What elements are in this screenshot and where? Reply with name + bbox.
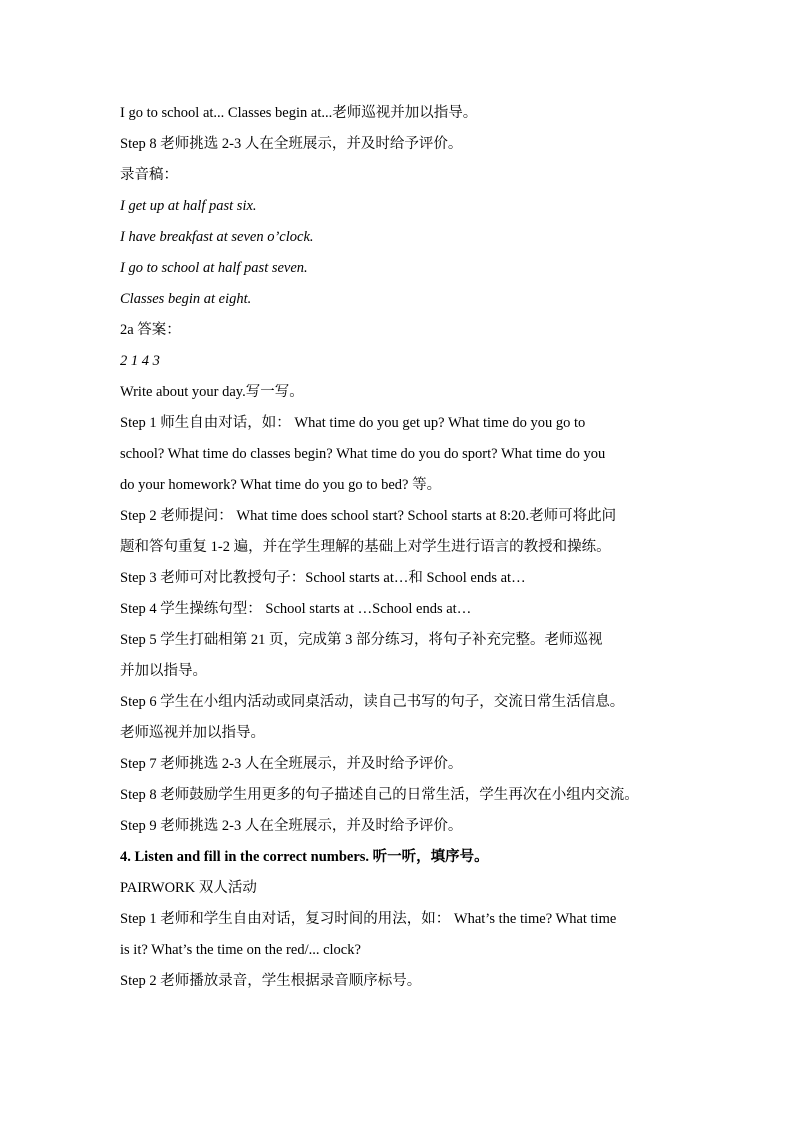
text-line: do your homework? What time do you go to bed? 等。	[120, 477, 442, 493]
text-line: I go to school at... Classes begin at...老师巡视并加以指导。	[120, 105, 478, 121]
text-line: school? What time do classes begin? What time do you do sport? What time do you	[120, 446, 606, 462]
text-line: is it? What’s the time on the red/... clock?	[120, 942, 361, 958]
text-line: Step 2 老师播放录音，学生根据录音顺序标号。	[120, 973, 422, 989]
text-line: Step 9 老师挑选 2-3 人在全班展示，并及时给予评价。	[120, 818, 463, 834]
text-line: 录音稿：	[120, 167, 178, 183]
text-line: Step 5 学生打础相第 21 页，完成第 3 部分练习，将句子补充完整。老师巡视	[120, 632, 603, 648]
text-line: Step 8 老师鼓励学生用更多的句子描述自己的日常生活，学生再次在小组内交流。	[120, 787, 639, 803]
transcript-line: I have breakfast at seven o’clock.	[120, 229, 314, 245]
text-line: 老师巡视并加以指导。	[120, 725, 265, 741]
text-line: Step 6 学生在小组内活动或同桌活动，读自己书写的句子，交流日常生活信息。	[120, 694, 625, 710]
text-line: Step 1 师生自由对话，如： What time do you get up? What time do you go to	[120, 415, 586, 431]
text-line: Step 2 老师提问： What time does school start? School starts at 8:20.老师可将此问	[120, 508, 617, 524]
text-line: Step 1 老师和学生自由对话，复习时间的用法，如： What’s the time? What time	[120, 911, 617, 927]
text-line: PAIRWORK 双人活动	[120, 880, 257, 896]
text-line: Step 8 老师挑选 2-3 人在全班展示，并及时给予评价。	[120, 136, 463, 152]
text-line: Write about your day.写一写。	[120, 384, 304, 400]
text-line: 题和答句重复 1-2 遍，并在学生理解的基础上对学生进行语言的教授和操练。	[120, 539, 611, 555]
text-line: Step 7 老师挑选 2-3 人在全班展示，并及时给予评价。	[120, 756, 463, 772]
transcript-line: I get up at half past six.	[120, 198, 257, 214]
section-heading: 4. Listen and fill in the correct numbers. 听一听，填序号。	[120, 849, 489, 865]
text-line: Step 4 学生操练句型： School starts at …School ends at…	[120, 601, 472, 617]
text-line: 2a 答案：	[120, 322, 181, 338]
text-line: Step 3 老师可对比教授句子：School starts at…和 School ends at…	[120, 570, 526, 586]
document-body	[120, 101, 690, 1000]
transcript-line: I go to school at half past seven.	[120, 260, 308, 276]
answer-line: 2 1 4 3	[120, 353, 160, 369]
text-line: 并加以指导。	[120, 663, 207, 679]
transcript-line: Classes begin at eight.	[120, 291, 252, 307]
